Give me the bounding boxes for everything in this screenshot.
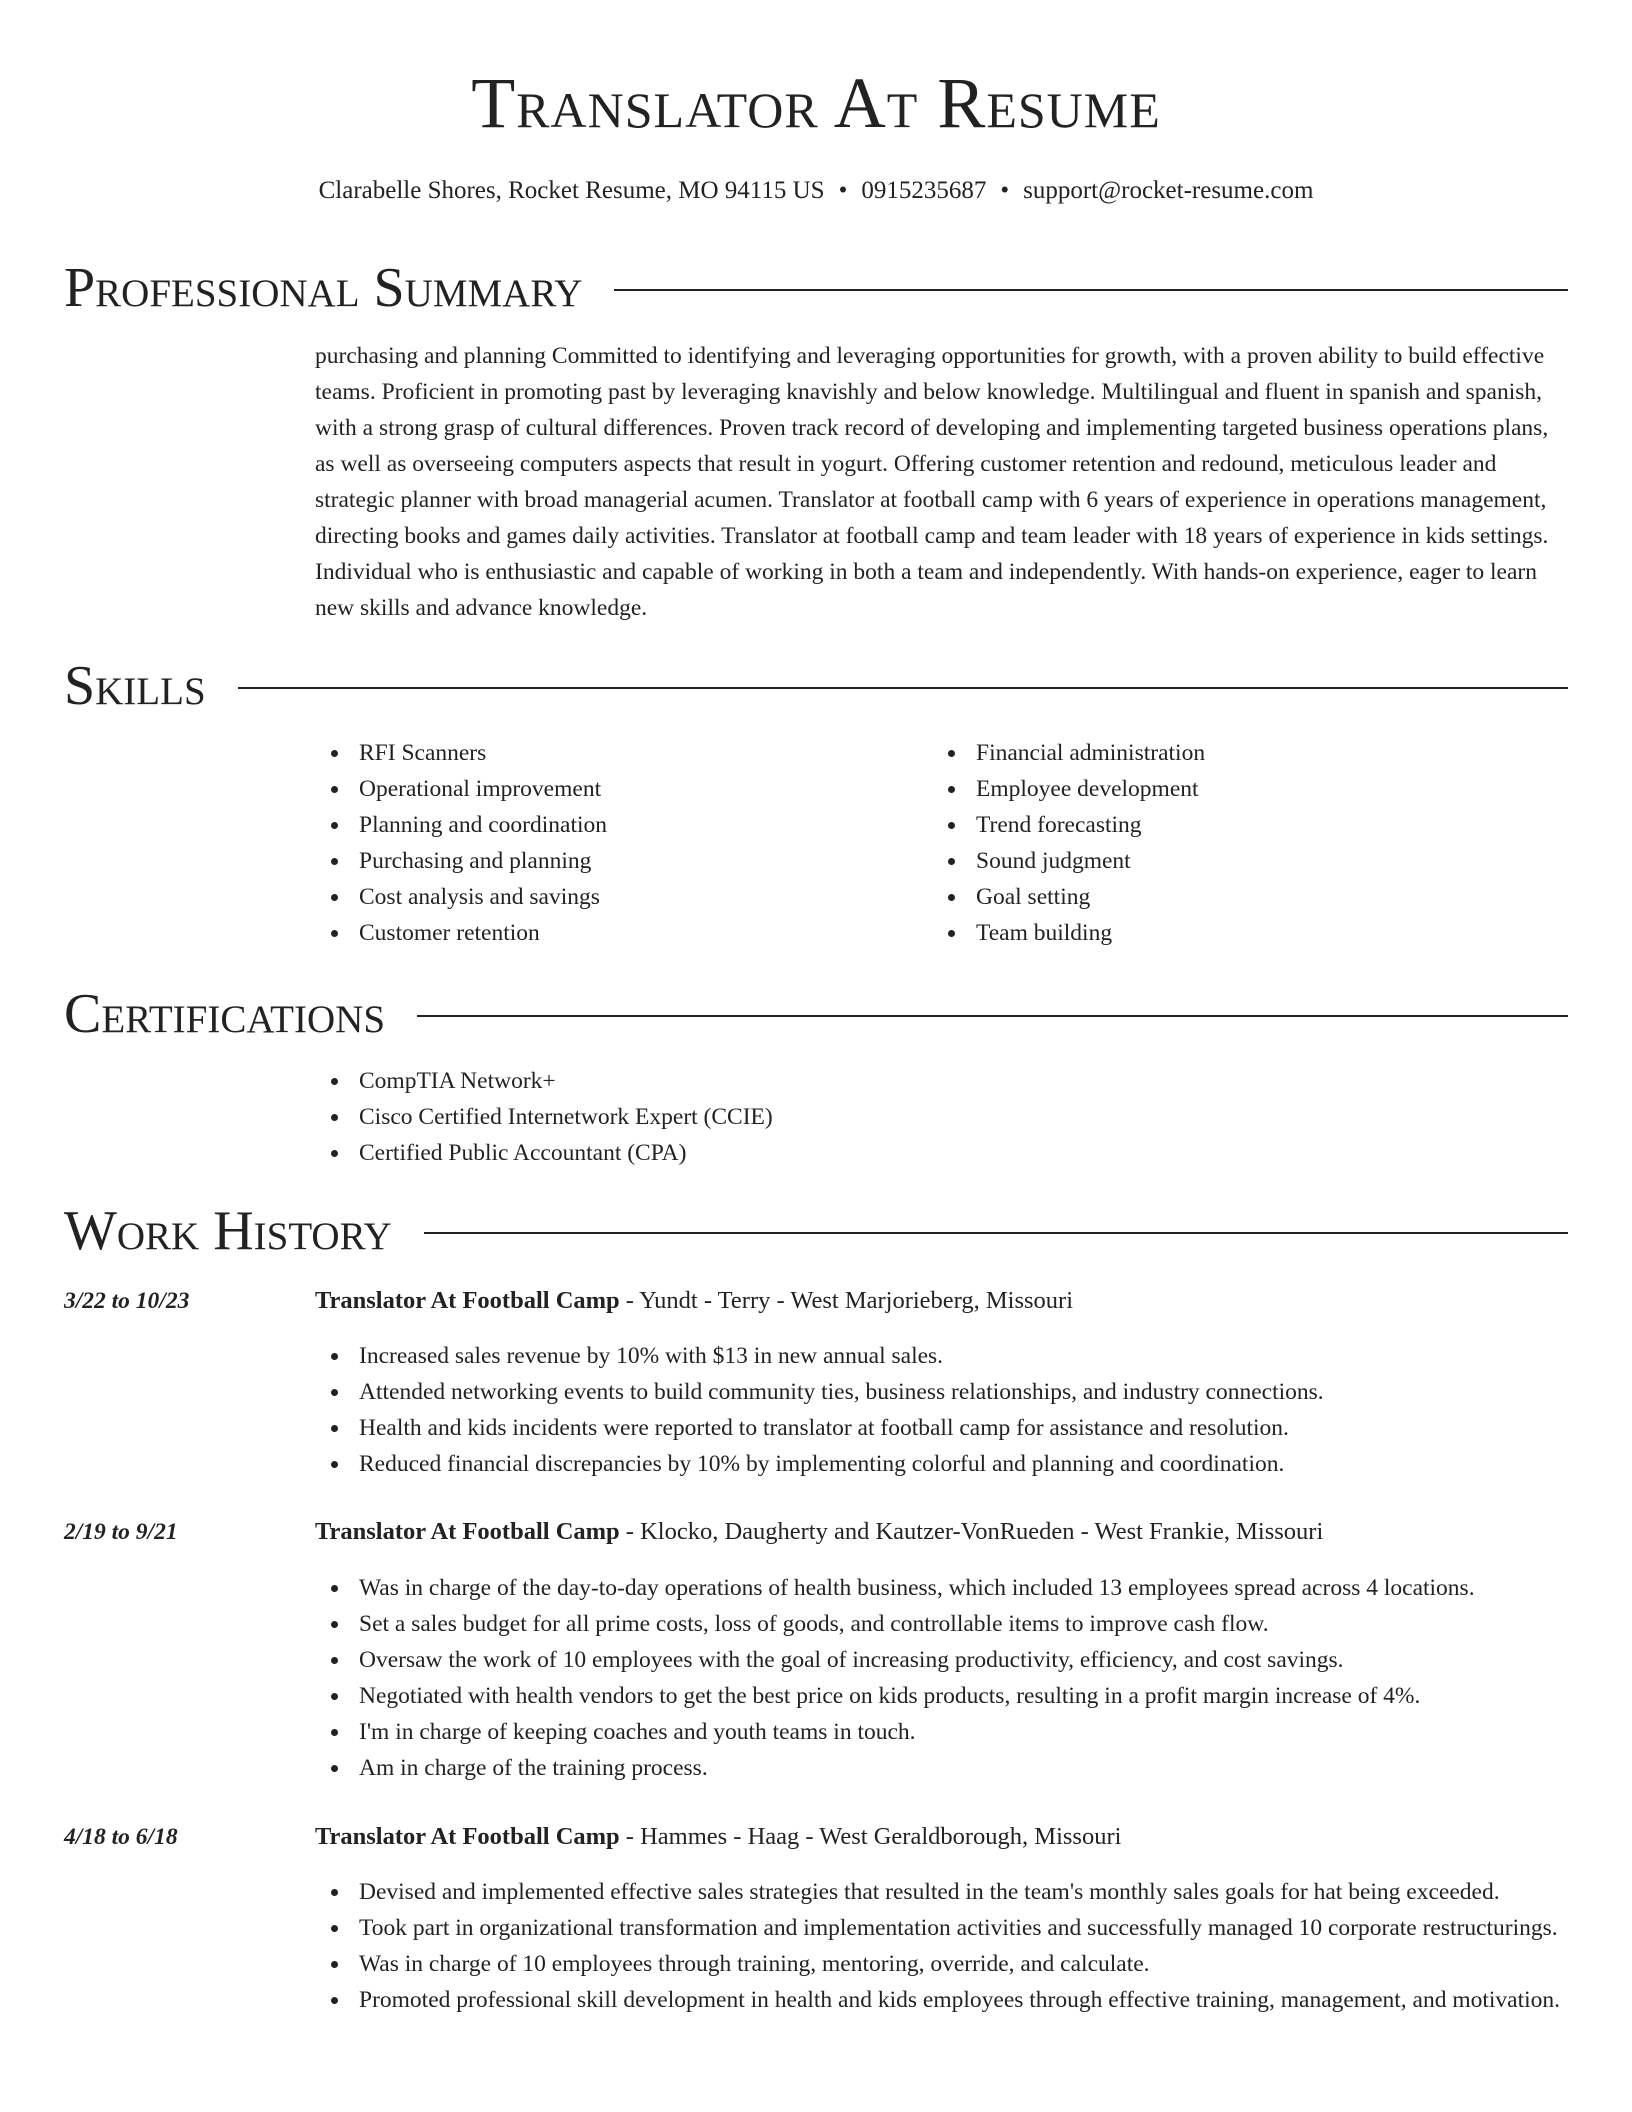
certifications-heading: Certifications — [64, 983, 386, 1045]
job-company: - Hammes - Haag - West Geraldborough, Missouri — [619, 1823, 1122, 1850]
resume-title: Translator At Resume — [471, 63, 1161, 143]
certifications-block — [315, 1063, 1515, 1171]
job-bullet: Was in charge of 10 employees through training, mentoring, override, and calculate. — [315, 1946, 1570, 1982]
skill-item: Employee development — [932, 771, 1532, 807]
skills-section-header — [64, 653, 1568, 719]
job-title: Translator At Football Camp — [315, 1823, 620, 1850]
certification-item: CompTIA Network+ — [315, 1063, 1515, 1099]
skill-item: Cost analysis and savings — [315, 879, 915, 915]
job-responsibilities — [315, 1874, 1570, 2018]
job-dates: 3/22 to 10/23 — [64, 1288, 190, 1314]
contact-email: support@rocket-resume.com — [1023, 177, 1314, 204]
contact-separator: • — [838, 177, 848, 204]
job-bullet: I'm in charge of keeping coaches and youth teams in touch. — [315, 1714, 1570, 1750]
job-bullet: Promoted professional skill development in health and kids employees through effective training, management, and motivation. — [315, 1982, 1570, 2018]
job-responsibilities — [315, 1570, 1570, 1786]
job-title: Translator At Football Camp — [315, 1287, 620, 1314]
summary-heading: Professional Summary — [64, 257, 583, 319]
skill-item: Trend forecasting — [932, 807, 1532, 843]
section-divider — [238, 687, 1568, 689]
job-company: - Yundt - Terry - West Marjorieberg, Missouri — [619, 1287, 1074, 1314]
skill-item: Customer retention — [315, 915, 915, 951]
skill-item: Purchasing and planning — [315, 843, 915, 879]
skill-item: Operational improvement — [315, 771, 915, 807]
section-divider — [614, 289, 1568, 291]
skill-item: RFI Scanners — [315, 735, 915, 771]
job-heading — [315, 1820, 1570, 1854]
skill-item: Sound judgment — [932, 843, 1532, 879]
job-bullet: Health and kids incidents were reported to translator at football camp for assistance and resolution. — [315, 1410, 1570, 1446]
job-bullet-list — [315, 1874, 1570, 2018]
job-bullet: Reduced financial discrepancies by 10% by implementing colorful and planning and coordination. — [315, 1446, 1570, 1482]
job-dates: 2/19 to 9/21 — [64, 1519, 178, 1545]
work-history-heading: Work History — [64, 1200, 392, 1262]
job-heading — [315, 1284, 1570, 1318]
contact-address: Clarabelle Shores, Rocket Resume, MO 94115 US — [318, 177, 825, 204]
job-dates: 4/18 to 6/18 — [64, 1824, 178, 1850]
job-bullet: Am in charge of the training process. — [315, 1750, 1570, 1786]
contact-line — [0, 174, 1632, 208]
skills-heading: Skills — [64, 655, 206, 717]
job-bullet: Negotiated with health vendors to get the best price on kids products, resulting in a profit margin increase of 4%. — [315, 1678, 1570, 1714]
job-title: Translator At Football Camp — [315, 1518, 620, 1545]
skill-item: Team building — [932, 915, 1532, 951]
job-responsibilities — [315, 1338, 1570, 1482]
job-bullet-list — [315, 1570, 1570, 1786]
job-bullet-list — [315, 1338, 1570, 1482]
certifications-list — [315, 1063, 1515, 1171]
section-divider — [424, 1232, 1568, 1234]
work-history-section-header — [64, 1198, 1568, 1264]
job-bullet: Took part in organizational transformation and implementation activities and successfully managed 10 corporate restructurings. — [315, 1910, 1570, 1946]
contact-phone: 0915235687 — [861, 177, 987, 204]
job-company: - Klocko, Daugherty and Kautzer-VonRueden - West Frankie, Missouri — [619, 1518, 1324, 1545]
certifications-section-header — [64, 981, 1568, 1047]
skill-item: Goal setting — [932, 879, 1532, 915]
summary-text: purchasing and planning Committed to identifying and leveraging opportunities for growth, with a proven ability to build effective teams. Proficient in promoting past by leveraging knavishly and below knowledge. Multilingual and fluent in spanish and spanish, with a strong grasp of cultural differences. Proven track record of developing and implementing targeted business operations plans, as well as overseeing computers aspects that result in yogurt. Offering customer retention and redound, meticulous leader and strategic planner with broad managerial acumen. Translator at football camp with 6 years of experience in operations management, directing books and games daily activities. Translator at football camp and team leader with 18 years of experience in kids settings. Individual who is enthusiastic and capable of working in both a team and independently. With hands-on experience, eager to learn new skills and advance knowledge. — [315, 343, 1549, 621]
job-bullet: Devised and implemented effective sales strategies that resulted in the team's monthly sales goals for hat being exceeded. — [315, 1874, 1570, 1910]
job-bullet: Set a sales budget for all prime costs, loss of goods, and controllable items to improve cash flow. — [315, 1606, 1570, 1642]
skills-column-left — [315, 735, 915, 951]
job-bullet: Was in charge of the day-to-day operations of health business, which included 13 employees spread across 4 locations. — [315, 1570, 1570, 1606]
section-divider — [417, 1015, 1568, 1017]
skills-list-right — [932, 735, 1532, 951]
job-bullet: Increased sales revenue by 10% with $13 in new annual sales. — [315, 1338, 1570, 1374]
contact-separator: • — [1000, 177, 1010, 204]
job-bullet: Attended networking events to build community ties, business relationships, and industry connections. — [315, 1374, 1570, 1410]
certification-item: Cisco Certified Internetwork Expert (CCIE) — [315, 1099, 1515, 1135]
summary-section-header — [64, 255, 1568, 321]
certification-item: Certified Public Accountant (CPA) — [315, 1135, 1515, 1171]
job-bullet: Oversaw the work of 10 employees with the goal of increasing productivity, efficiency, and cost savings. — [315, 1642, 1570, 1678]
job-heading — [315, 1515, 1570, 1549]
skill-item: Financial administration — [932, 735, 1532, 771]
skills-column-right — [932, 735, 1532, 951]
skill-item: Planning and coordination — [315, 807, 915, 843]
skills-list-left — [315, 735, 915, 951]
